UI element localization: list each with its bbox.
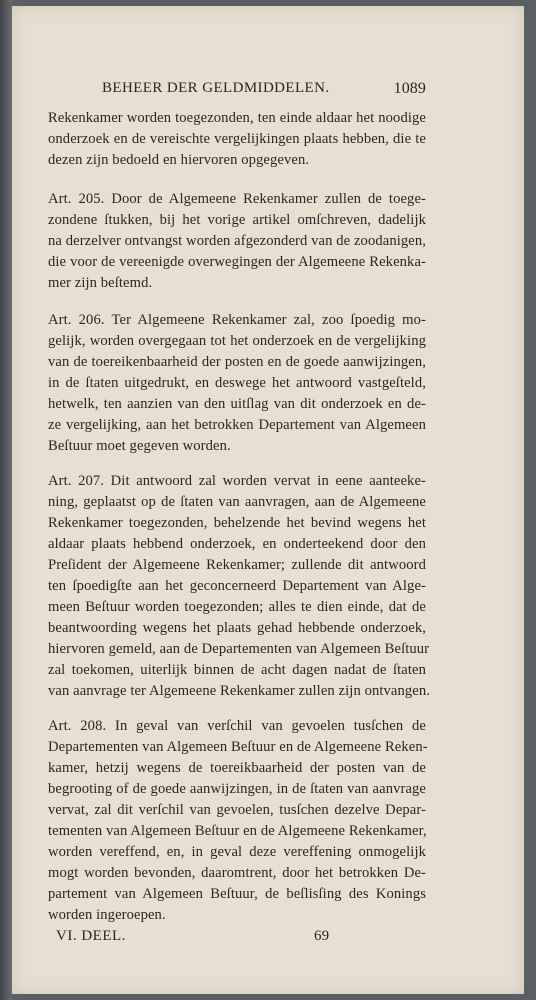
text-line: ze vergelijking, aan het betrokken Departement van Algemeen	[48, 417, 426, 433]
text-line: aldaar plaats hebbend onderzoek, en onderteekend door den	[48, 536, 426, 552]
text-line: Departementen van Algemeen Beſtuur en de Algemeene Reken-	[48, 739, 428, 755]
book-page	[12, 6, 524, 994]
text-line: onderzoek en de vereischte vergelijkingen plaats hebben, die te	[48, 131, 426, 147]
volume-mark: VI. DEEL.	[56, 928, 126, 944]
text-line: beantwoording wegens het plaats gehad hebbende onderzoek,	[48, 620, 426, 636]
text-line: kamer, hetzij wegens de toereikbaarheid der posten van de	[48, 760, 426, 776]
text-line: Preſident der Algemeene Rekenkamer; zullende dit antwoord	[48, 557, 426, 573]
text-line: mogt worden bevonden, daaromtrent, door het betrokken De-	[48, 865, 426, 881]
paragraph-gap	[48, 294, 426, 310]
page-footer	[48, 928, 426, 952]
paragraph	[48, 310, 426, 457]
text-line: Art. 206. Ter Algemeene Rekenkamer zal, zoo ſpoedig mo-	[48, 312, 426, 328]
text-line: begrooting of de goede aanwijzingen, in de ſtaten van aanvrage	[48, 781, 426, 797]
text-line: tementen van Algemeen Beſtuur en de Algemeene Rekenkamer,	[48, 823, 427, 839]
text-line: hiervoren gemeld, aan de Departementen van Algemeen Beſtuur	[48, 641, 430, 657]
text-line: worden vereffend, en, in geval deze vereffening onmogelijk	[48, 844, 426, 860]
text-line: van de toereikenbaarheid der posten en de goede aanwijzingen,	[48, 354, 426, 370]
text-line: meen Beſtuur worden toegezonden; alles te dien einde, dat de	[48, 599, 426, 615]
page-number: 1089	[393, 80, 426, 97]
paragraph	[48, 189, 426, 294]
text-line: gelijk, worden overgegaan tot het onderzoek en de vergelijking	[48, 333, 426, 349]
text-line: in de ſtaten uitgedrukt, en deswege het antwoord vastgeſteld,	[48, 375, 426, 391]
paragraph	[48, 108, 426, 171]
paragraph-gap	[48, 171, 426, 189]
text-line: na derzelver ontvangst worden afgezonderd van de zoodanigen,	[48, 233, 426, 249]
text-line: Beſtuur moet gegeven worden.	[48, 438, 231, 454]
page-text-block	[48, 80, 431, 952]
text-line: vervat, zal dit verſchil van gevoelen, tusſchen dezelve Depar-	[48, 802, 426, 818]
signature-mark: 69	[314, 928, 330, 944]
text-line: Rekenkamer toegezonden, behelzende het bevind wegens het	[48, 515, 426, 531]
text-line: Art. 207. Dit antwoord zal worden vervat in eene aanteeke-	[48, 473, 426, 489]
running-header	[48, 80, 426, 108]
text-line: die voor de vereenigde overwegingen der Algemeene Rekenka-	[48, 254, 426, 270]
paragraph	[48, 471, 431, 702]
running-title: BEHEER DER GELDMIDDELEN.	[102, 80, 330, 96]
text-line: dezen zijn bedoeld en hiervoren opgegeven.	[48, 152, 310, 168]
book-gutter	[0, 0, 12, 1000]
text-line: van aanvrage ter Algemeene Rekenkamer zullen zijn ontvangen.	[48, 683, 431, 699]
text-line: Rekenkamer worden toegezonden, ten einde aldaar het noodige	[48, 110, 426, 126]
text-line: worden ingeroepen.	[48, 907, 166, 923]
text-line: zondene ſtukken, bij het vorige artikel omſchreven, dadelijk	[48, 212, 426, 228]
text-line: zal toekomen, uiterlijk binnen de acht dagen nadat de ſtaten	[48, 662, 426, 678]
page-body	[48, 108, 431, 926]
text-line: Art. 205. Door de Algemeene Rekenkamer zullen de toege-	[48, 191, 426, 207]
text-line: partement van Algemeen Beſtuur, de beſlisſing des Konings	[48, 886, 426, 902]
paragraph-gap	[48, 702, 426, 716]
paragraph	[48, 716, 426, 926]
paragraph-gap	[48, 457, 426, 471]
text-line: Art. 208. In geval van verſchil van gevoelen tusſchen de	[48, 718, 426, 734]
text-line: ning, geplaatst op de ſtaten van aanvragen, aan de Algemeene	[48, 494, 426, 510]
text-line: hetwelk, ten aanzien van den uitſlag van dit onderzoek en de-	[48, 396, 426, 412]
text-line: mer zijn beſtemd.	[48, 275, 153, 291]
text-line: ten ſpoedigſte aan het geconcerneerd Departement van Alge-	[48, 578, 426, 594]
